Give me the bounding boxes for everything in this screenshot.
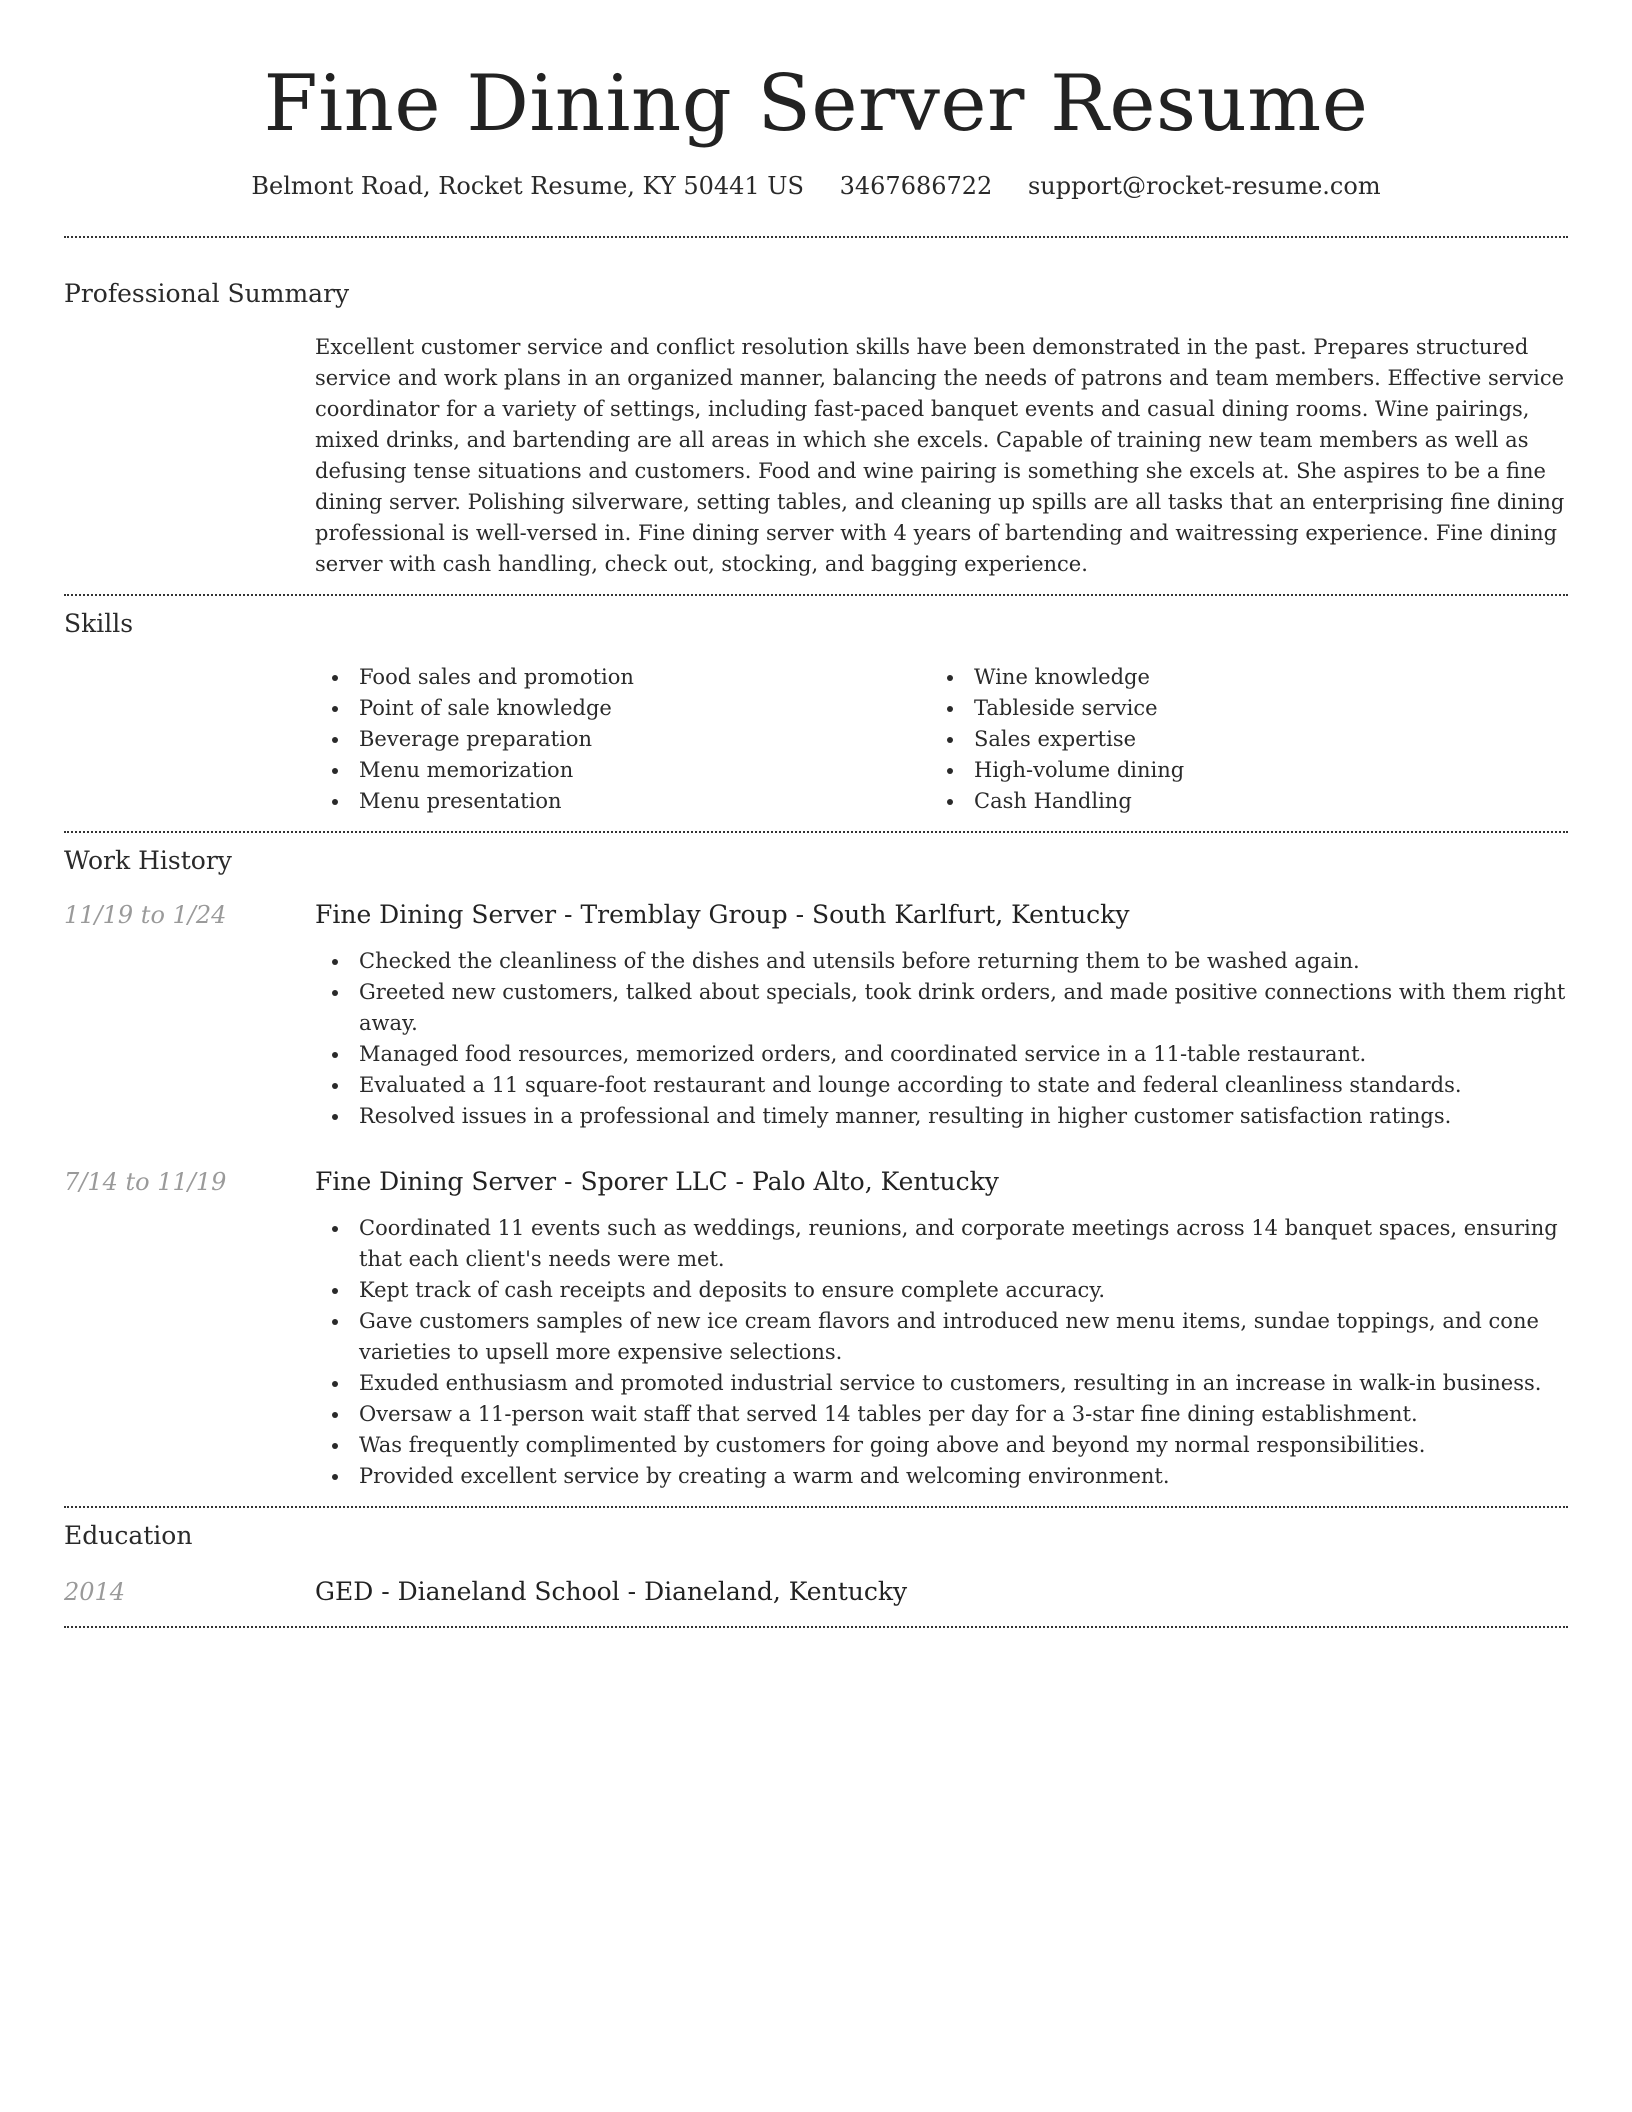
skill-item: Beverage preparation (315, 724, 930, 755)
job-entry (64, 899, 1568, 1132)
divider (64, 236, 1568, 238)
divider (64, 594, 1568, 596)
job-bullet: Resolved issues in a professional and timely manner, resulting in higher customer satisfaction ratings. (315, 1101, 1568, 1132)
education-year: 2014 (64, 1578, 126, 1606)
education-entry (64, 1576, 1568, 1608)
skill-item: Point of sale knowledge (315, 693, 930, 724)
contact-email: support@rocket-resume.com (1027, 172, 1381, 200)
job-bullet: Was frequently complimented by customers for going above and beyond my normal responsibilities. (315, 1430, 1568, 1461)
job-bullet: Managed food resources, memorized orders, and coordinated service in a 11-table restaurant. (315, 1039, 1568, 1070)
skills-grid (315, 662, 1568, 817)
skill-item: Wine knowledge (930, 662, 1545, 693)
job-title: Fine Dining Server - Tremblay Group - South Karlfurt, Kentucky (315, 900, 1130, 929)
skill-item: Food sales and promotion (315, 662, 930, 693)
job-bullet: Exuded enthusiasm and promoted industrial service to customers, resulting in an increase in walk-in business. (315, 1368, 1568, 1399)
divider (64, 1626, 1568, 1628)
divider (64, 831, 1568, 833)
job-bullet: Provided excellent service by creating a warm and welcoming environment. (315, 1461, 1568, 1492)
contact-line (64, 170, 1568, 202)
job-bullet: Checked the cleanliness of the dishes and utensils before returning them to be washed again. (315, 946, 1568, 977)
job-bullet: Kept track of cash receipts and deposits to ensure complete accuracy. (315, 1275, 1568, 1306)
job-bullet: Coordinated 11 events such as weddings, reunions, and corporate meetings across 14 banquet spaces, ensuring that each client's needs were met. (315, 1213, 1568, 1275)
skill-item: Menu presentation (315, 786, 930, 817)
job-bullet: Greeted new customers, talked about specials, took drink orders, and made positive connections with them right away. (315, 977, 1568, 1039)
skill-item: Sales expertise (930, 724, 1545, 755)
skill-item: Tableside service (930, 693, 1545, 724)
section-title-skills: Skills (64, 609, 134, 638)
education-title: GED - Dianeland School - Dianeland, Kentucky (315, 1577, 908, 1606)
skills-section (64, 662, 1568, 817)
divider (64, 1506, 1568, 1508)
summary-section (64, 332, 1568, 580)
skill-item: Menu memorization (315, 755, 930, 786)
section-title-work: Work History (64, 846, 232, 875)
job-dates: 11/19 to 1/24 (64, 901, 227, 929)
skills-list-left (315, 662, 930, 817)
job-bullet: Oversaw a 11-person wait staff that served 14 tables per day for a 3-star fine dining establishment. (315, 1399, 1568, 1430)
summary-text: Excellent customer service and conflict resolution skills have been demonstrated in the past. Prepares structured service and work plans in an organized manner, balancing the needs of patrons and team members. Effective service coordinator for a variety of settings, including fast-paced banquet events and casual dining rooms. Wine pairings, mixed drinks, and bartending are all areas in which she excels. Capable of training new team members as well as defusing tense situations and customers. Food and wine pairing is something she excels at. She aspires to be a fine dining server. Polishing silverware, setting tables, and cleaning up spills are all tasks that an enterprising fine dining professional is well-versed in. Fine dining server with 4 years of bartending and waitressing experience. Fine dining server with cash handling, check out, stocking, and bagging experience. (315, 335, 1565, 576)
job-entry (64, 1166, 1568, 1492)
resume-page (64, 0, 1568, 1628)
skills-list-right (930, 662, 1545, 817)
job-bullets (315, 946, 1568, 1132)
skill-item: High-volume dining (930, 755, 1545, 786)
contact-phone: 3467686722 (839, 172, 993, 200)
job-bullets (315, 1213, 1568, 1492)
job-title: Fine Dining Server - Sporer LLC - Palo Alto, Kentucky (315, 1167, 999, 1196)
contact-address: Belmont Road, Rocket Resume, KY 50441 US (251, 172, 804, 200)
job-dates: 7/14 to 11/19 (64, 1168, 227, 1196)
page-title: Fine Dining Server Resume (263, 59, 1369, 149)
section-title-education: Education (64, 1521, 193, 1550)
section-title-summary: Professional Summary (64, 279, 350, 308)
job-bullet: Gave customers samples of new ice cream flavors and introduced new menu items, sundae toppings, and cone varieties to upsell more expensive selections. (315, 1306, 1568, 1368)
skill-item: Cash Handling (930, 786, 1545, 817)
job-bullet: Evaluated a 11 square-foot restaurant and lounge according to state and federal cleanliness standards. (315, 1070, 1568, 1101)
